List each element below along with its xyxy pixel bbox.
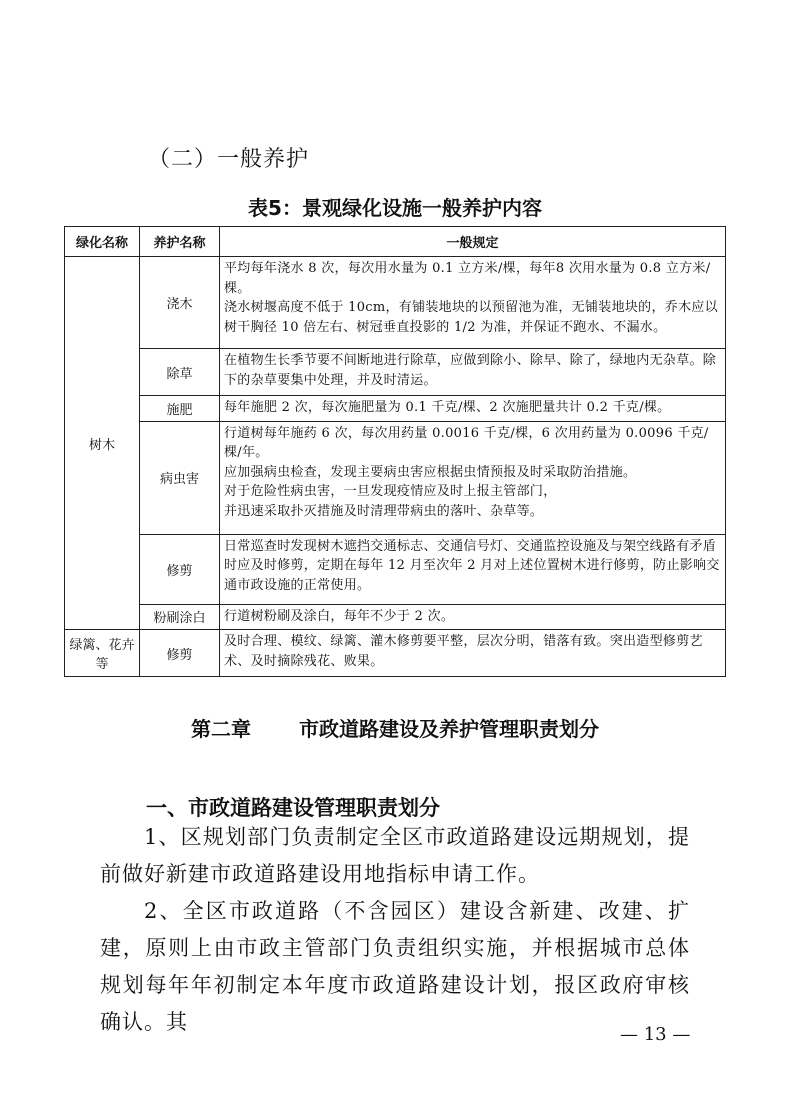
category-cell: 绿篱、花卉等 bbox=[65, 630, 140, 677]
header-category: 绿化名称 bbox=[65, 227, 140, 257]
paragraph-text: 2、全区市政道路（不含园区）建设含新建、改建、扩建，原则上由市政主管部门负责组织实施，并根据城市总体规划每年年初制定本年度市政道路建设计划，报区政府审核确认。其 bbox=[100, 899, 690, 1034]
section-one-heading: 一、市政道路建设管理职责划分 bbox=[146, 796, 440, 820]
table-row bbox=[65, 396, 726, 422]
maintenance-name-cell: 施肥 bbox=[140, 396, 220, 422]
rule-cell bbox=[220, 630, 726, 677]
rule-cell bbox=[220, 257, 726, 349]
chapter-title: 市政道路建设及养护管理职责划分 bbox=[299, 717, 599, 741]
table-row bbox=[65, 257, 726, 349]
maintenance-name-cell: 修剪 bbox=[140, 630, 220, 677]
maintenance-name-cell: 修剪 bbox=[140, 534, 220, 604]
section-heading: （二）一般养护 bbox=[148, 147, 310, 172]
maintenance-table bbox=[64, 226, 726, 677]
category-cell: 树木 bbox=[65, 257, 140, 630]
header-rule: 一般规定 bbox=[220, 227, 726, 257]
rule-text: 并迅速采取扑灭措施及时清理带病虫的落叶、杂草等。 bbox=[224, 503, 544, 519]
rule-text: 平均每年浇水 8 次，每次用水量为 0.1 立方米/棵，每年8 次用水量为 0.8 立方米/棵。 bbox=[224, 261, 711, 296]
maintenance-name-cell: 除草 bbox=[140, 349, 220, 396]
rule-cell bbox=[220, 349, 726, 396]
table-row bbox=[65, 534, 726, 604]
paragraph bbox=[100, 819, 690, 893]
rule-text: 在植物生长季节要不间断地进行除草，应做到除小、除早、除了，绿地内无杂草。除下的杂草要集中处理，并及时清运。 bbox=[224, 353, 717, 388]
table-row bbox=[65, 349, 726, 396]
rule-cell bbox=[220, 534, 726, 604]
rule-cell bbox=[220, 396, 726, 422]
rule-cell bbox=[220, 421, 726, 534]
chapter-number: 第二章 bbox=[191, 717, 251, 741]
rule-text: 行道树每年施药 6 次，每次用药量 0.0016 千克/棵，6 次用药量为 0.0096 千克/棵/年。 bbox=[224, 425, 709, 460]
maintenance-name-cell: 病虫害 bbox=[140, 421, 220, 534]
rule-cell bbox=[220, 604, 726, 630]
paragraph-text: 1、区规划部门负责制定全区市政道路建设远期规划，提前做好新建市政道路建设用地指标申请工作。 bbox=[100, 825, 690, 886]
rule-text: 日常巡查时发现树木遮挡交通标志、交通信号灯、交通监控设施及与架空线路有矛盾时应及时修剪，定期在每年 12 月至次年 2 月对上述位置树木进行修剪，防止影响交通市政设施的正常使用。 bbox=[224, 538, 720, 593]
table-row bbox=[65, 630, 726, 677]
table-row bbox=[65, 604, 726, 630]
chapter-heading bbox=[0, 713, 790, 742]
rule-text: 浇水树堰高度不低于 10cm，有铺装地块的以预留池为准，无铺装地块的，乔木应以树干胸径 10 倍左右、树冠垂直投影的 1/2 为准，并保证不跑水、不漏水。 bbox=[224, 300, 718, 335]
rule-text: 及时合理、模纹、绿篱、灌木修剪要平整，层次分明，错落有致。突出造型修剪艺术、及时摘除残花、败果。 bbox=[224, 634, 703, 669]
rule-text: 对于危险性病虫害，一旦发现疫情应及时上报主管部门， bbox=[224, 484, 557, 499]
maintenance-name-cell: 粉刷涂白 bbox=[140, 604, 220, 630]
page-number: — 13 — bbox=[620, 1024, 691, 1045]
rule-text: 每年施肥 2 次，每次施肥量为 0.1 千克/棵、2 次施肥量共计 0.2 千克/棵。 bbox=[224, 400, 671, 415]
maintenance-name-cell: 浇木 bbox=[140, 257, 220, 349]
table-title: 表5：景观绿化设施一般养护内容 bbox=[248, 196, 542, 220]
header-maintenance: 养护名称 bbox=[140, 227, 220, 257]
rule-text: 行道树粉刷及涂白，每年不少于 2 次。 bbox=[224, 608, 455, 624]
rule-text: 应加强病虫检查，发现主要病虫害应根据虫情预报及时采取防治措施。 bbox=[224, 464, 637, 480]
paragraph bbox=[100, 893, 690, 1041]
table-header-row bbox=[65, 227, 726, 257]
table-row bbox=[65, 421, 726, 534]
